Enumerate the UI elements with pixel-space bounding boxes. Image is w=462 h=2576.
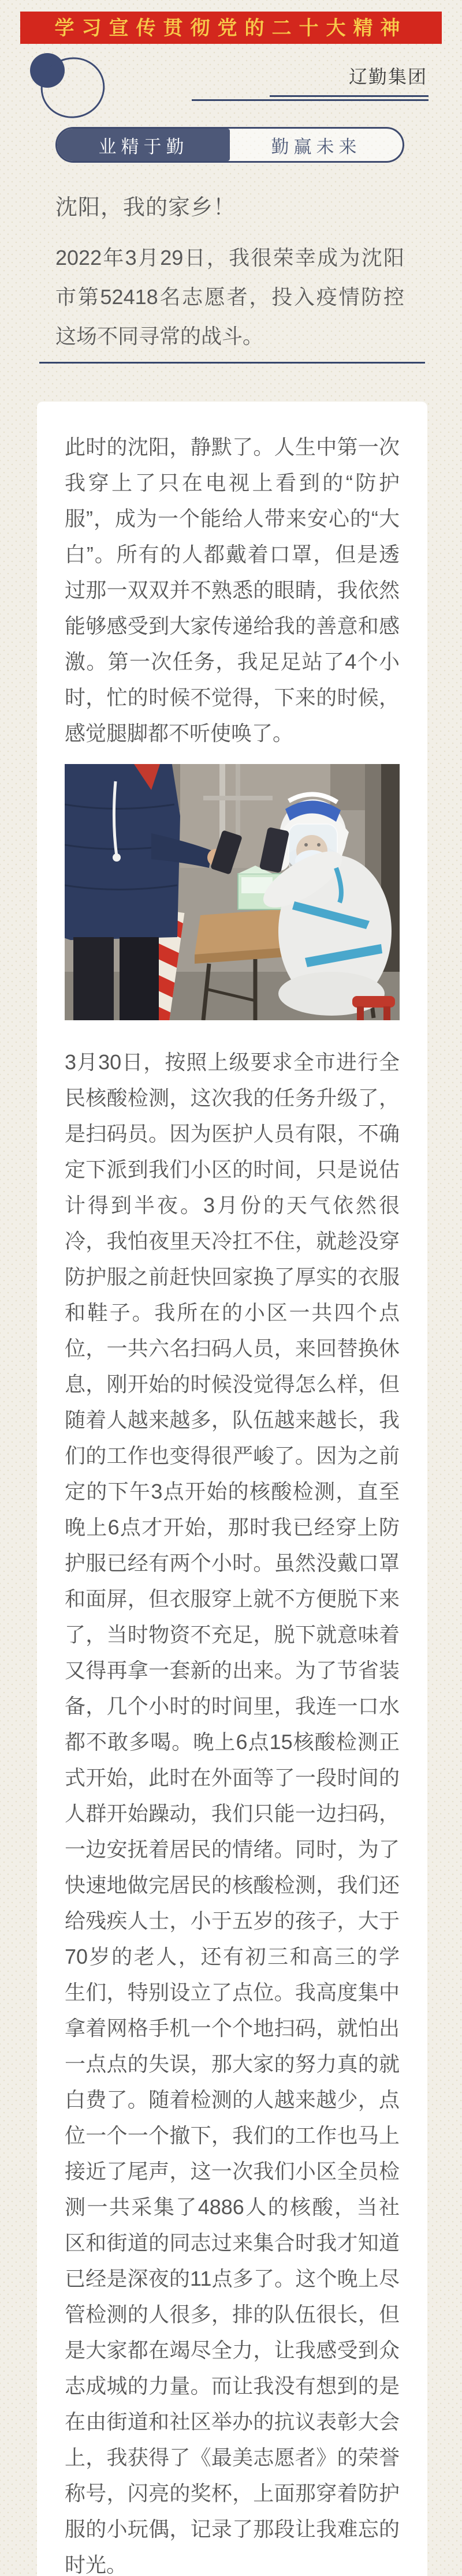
photo-volunteer-scanning[interactable] [65,764,400,1020]
article-paragraph-2: 3月30日，按照上级要求全市进行全民核酸检测，这次我的任务升级了，是扫码员。因为医护人员有限，不确定下派到我们小区的时间，只是说估计得到半夜。3月份的天气依然很冷，我怕夜里天冷扛不住，就趁没穿防护服之前赶快回家换了厚实的衣服和鞋子。我所在的小区一共四个点位，一共六名扫码人员，来回替换休息，刚开始的时候没觉得怎么样，但随着人越来越多，队伍越来越长，我们的工作也变得很严峻了。因为之前定的下午3点开始的核酸检测，直至晚上6点才开始，那时我已经穿上防护服已经有两个小时。虽然没戴口罩和面屏，但衣服穿上就不方便脱下来了，当时物资不充足，脱下就意味着又得再拿一套新的出来。为了节省装备，几个小时的时间里，我连一口水都不敢多喝。晚上6点15核酸检测正式开始，此时在外面等了一段时间的人群开始躁动，我们只能一边扫码，一边安抚着居民的情绪。同时，为了快速地做完居民的核酸检测，我们还给残疾人士，小于五岁的孩子，大于70岁的老人，还有初三和高三的学生们，特别设立了点位。我高度集中拿着网格手机一个个地扫码，就怕出一点点的失误，那大家的努力真的就白费了。随着检测的人越来越少，点位一个一个撤下，我们的工作也马上接近了尾声，这一次我们小区全员检测一共采集了4886人的核酸，当社区和街道的同志过来集合时我才知道已经是深夜的11点多了。这个晚上尽管检测的人很多，排的队伍很长，但是大家都在竭尽全力，让我感受到众志成城的力量。而让我没有想到的是在由街道和社区举办的抗议表彰大会上，我获得了《最美志愿者》的荣誉称号，闪亮的奖杯，上面那穿着防护服的小玩偶，记录了那段让我难忘的时光。 [65,1050,400,2576]
liaoqin-logo-icon [28,50,120,136]
intro-heading: 沈阳，我的家乡！ [55,196,236,220]
header-rule-bottom [192,99,429,101]
tab-qin-ying-wei-lai[interactable]: 勤赢未来 [271,136,362,157]
tab-ye-jing-yu-qin[interactable]: 业精于勤 [57,129,230,161]
article-card [37,402,427,2576]
intro-paragraph: 2022年3月29日，我很荣幸成为沈阳市第52418名志愿者，投入疫情防控这场不同寻常的战斗。 [55,246,404,348]
header-rule-top [270,95,429,97]
section-divider [39,362,425,364]
article-paragraph-1: 此时的沈阳，静默了。人生中第一次我穿上了只在电视上看到的“防护服”，成为一个能给人带来安心的“大白”。所有的人都戴着口罩，但是透过那一双双并不熟悉的眼睛，我依然能够感受到大家传递给我的善意和感激。第一次任务，我足足站了4个小时，忙的时候不觉得，下来的时候，感觉腿脚都不听使唤了。 [65,435,400,745]
org-name: 辽勤集团 [348,66,427,87]
article-header [0,44,462,125]
banner-title: 学习宣传贯彻党的二十大精神 [20,12,442,44]
